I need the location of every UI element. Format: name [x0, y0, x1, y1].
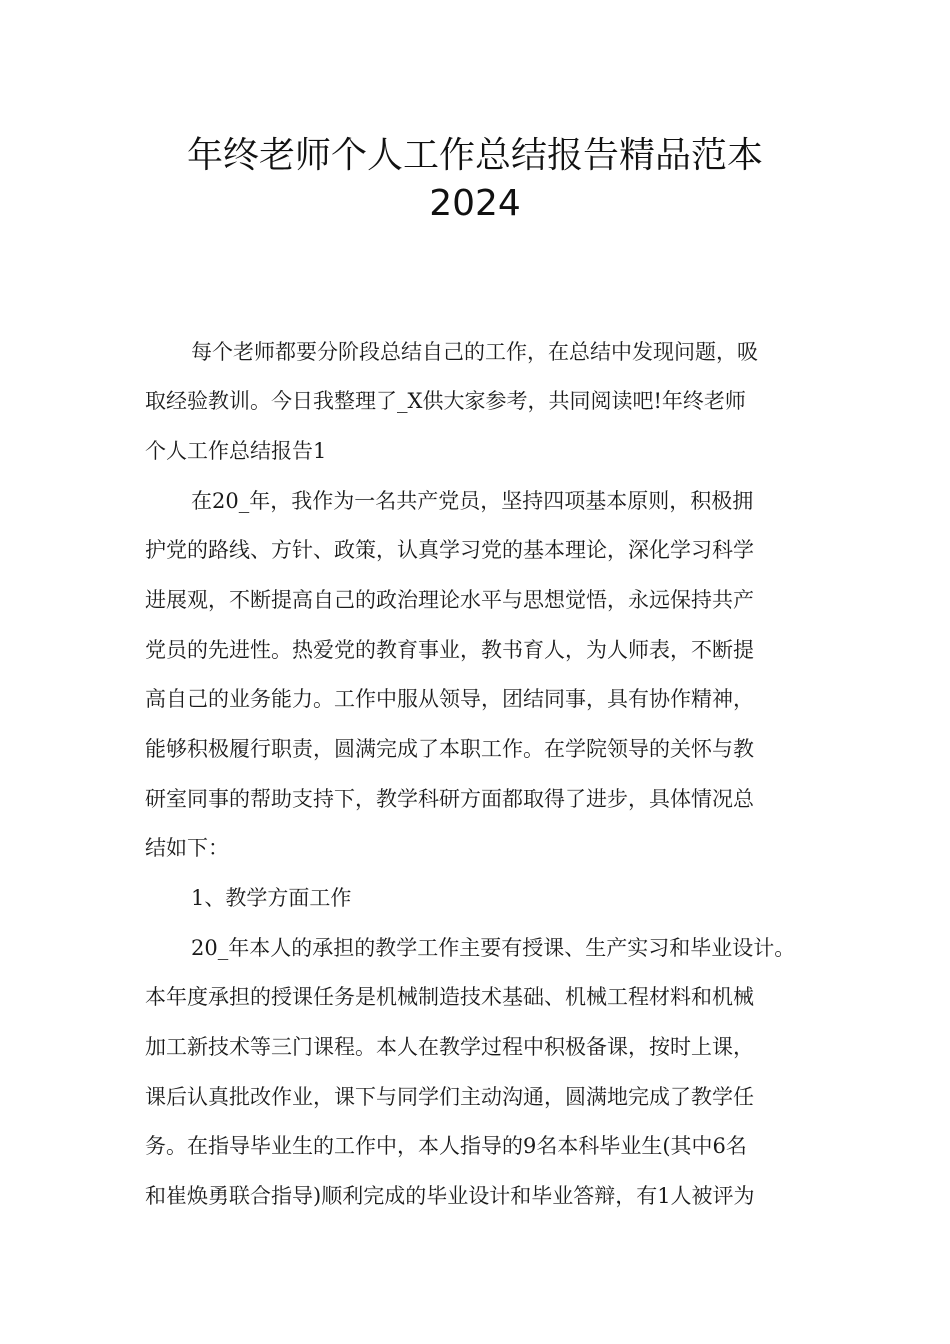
- paragraph-line: 务。在指导毕业生的工作中，本人指导的9名本科毕业生(其中6名: [145, 1134, 747, 1158]
- paragraph-line: 高自己的业务能力。工作中服从领导，团结同事，具有协作精神，: [145, 687, 754, 711]
- paragraph-line: 取经验教训。今日我整理了_X供大家参考，共同阅读吧!年终老师: [145, 389, 746, 413]
- document-title: 年终老师个人工作总结报告精品范本: [186, 135, 763, 176]
- paragraph-line: 20_年本人的承担的教学工作主要有授课、生产实习和毕业设计。: [191, 936, 796, 960]
- paragraph-line: 能够积极履行职责，圆满完成了本职工作。在学院领导的关怀与教: [145, 737, 754, 761]
- paragraph-line: 和崔焕勇联合指导)顺利完成的毕业设计和毕业答辩，有1人被评为: [145, 1184, 755, 1208]
- paragraph-line: 本年度承担的授课任务是机械制造技术基础、机械工程材料和机械: [145, 985, 754, 1009]
- paragraph-line: 研室同事的帮助支持下，教学科研方面都取得了进步，具体情况总: [145, 787, 754, 811]
- paragraph-line: 在20_年，我作为一名共产党员，坚持四项基本原则，积极拥: [191, 489, 754, 513]
- paragraph-line: 党员的先进性。热爱党的教育事业，教书育人，为人师表，不断提: [145, 638, 754, 662]
- paragraph-line: 护党的路线、方针、政策，认真学习党的基本理论，深化学习科学: [145, 538, 754, 562]
- paragraph-line: 每个老师都要分阶段总结自己的工作，在总结中发现问题，吸: [191, 340, 758, 364]
- paragraph-line: 加工新技术等三门课程。本人在教学过程中积极备课，按时上课，: [145, 1035, 754, 1059]
- document-title-year: 2024: [429, 183, 521, 224]
- paragraph-line: 进展观，不断提高自己的政治理论水平与思想觉悟，永远保持共产: [145, 588, 754, 612]
- paragraph-line: 课后认真批改作业，课下与同学们主动沟通，圆满地完成了教学任: [145, 1085, 754, 1109]
- paragraph-line: 结如下：: [145, 836, 229, 860]
- paragraph-line: 个人工作总结报告1: [145, 439, 327, 463]
- section-heading: 1、教学方面工作: [191, 886, 352, 910]
